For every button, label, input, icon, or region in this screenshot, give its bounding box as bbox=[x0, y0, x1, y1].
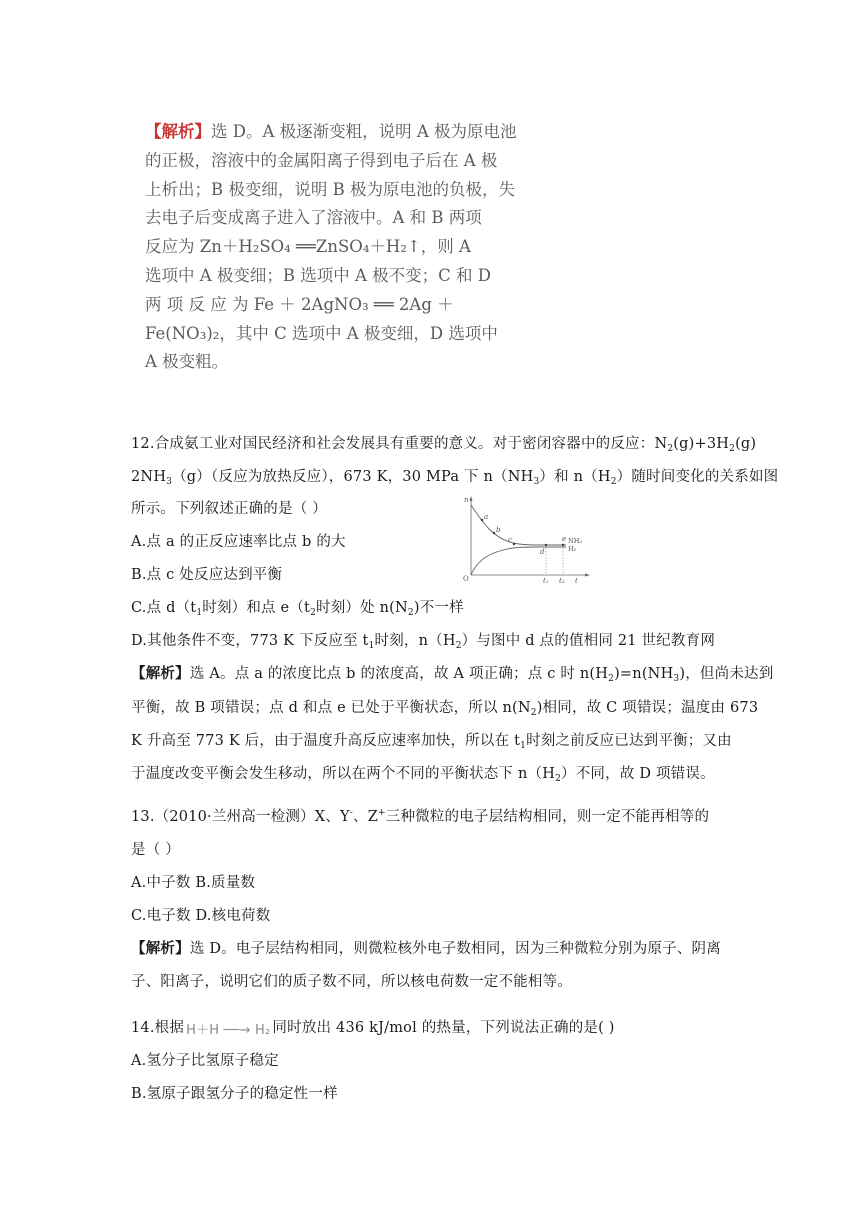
point-d: d bbox=[540, 548, 545, 556]
q12-analysis-line2: 平衡，故 B 项错误；点 d 和点 e 已处于平衡状态，所以 $n(N_2)$相同，故 C 项错误；温度由 673 bbox=[131, 700, 759, 718]
series-label-nh3: NH₃ bbox=[568, 537, 582, 545]
scanned-analysis-block bbox=[145, 118, 517, 377]
analysis-tag: 【解析】 bbox=[131, 665, 190, 682]
q13-analysis-line1: 【解析】选 D。电子层结构相同，则微粒核外电子数相同，因为三种微粒分别为原子、阴离 bbox=[131, 940, 721, 957]
scan-line: A 极变粗。 bbox=[145, 352, 229, 372]
q13-options-cd: C.电子数 D.核电荷数 bbox=[131, 908, 271, 924]
series-label-h2: H₂ bbox=[568, 545, 577, 553]
point-b: b bbox=[496, 526, 501, 534]
q14-option-b: B.氢原子跟氢分子的稳定性一样 bbox=[131, 1086, 338, 1102]
formula-image: H＋H ──→ H₂ bbox=[186, 1022, 271, 1038]
point-c: c bbox=[508, 536, 512, 544]
scan-line: 上析出；B 极变细，说明 B 极为原电池的负极，失 bbox=[145, 179, 515, 199]
q12-figure bbox=[458, 493, 590, 583]
q12-analysis-line3: K 升高至 773 K 后，由于温度升高反应速率加快，所以在 $t_1$时刻之前反应已达到平衡；又由 bbox=[131, 733, 732, 751]
q12-option-b: B.点 c 处反应达到平衡 bbox=[131, 567, 283, 583]
q12-analysis-line4: 于温度改变平衡会发生移动，所以在两个不同的平衡状态下 $n(H_2)$不同，故 D 项错误。 bbox=[131, 766, 715, 784]
scan-line: 选项中 A 极变细；B 选项中 A 极不变；C 和 D bbox=[145, 265, 492, 285]
scan-line: 去电子后变成离子进入了溶液中。A 和 B 两项 bbox=[145, 208, 482, 228]
point-a: a bbox=[484, 513, 489, 521]
q13-analysis-line2: 子、阳离子，说明它们的质子数不同，所以核电荷数一定不能相等。 bbox=[131, 974, 572, 990]
q12-analysis-line1: 【解析】选 A。点 a 的浓度比点 b 的浓度高，故 A 项正确；点 c 时 $n(H_2)=n(NH_3)$，但尚未达到 bbox=[131, 665, 774, 684]
scan-line: Fe(NO₃)₂，其中 C 选项中 A 极变细，D 选项中 bbox=[145, 323, 498, 343]
analysis-tag: 【解析】 bbox=[145, 122, 211, 141]
q12-option-a: A.点 a 的正反应速率比点 b 的大 bbox=[131, 534, 346, 550]
q12-stem-line2: $2NH_3(g)$（反应为放热反应），673 K，30 MPa 下 $n(NH_3)$和 $n(H_2)$随时间变化的关系如图 bbox=[131, 469, 779, 487]
analysis-tag: 【解析】 bbox=[131, 940, 190, 957]
q13-stem-line1: 13.（2010·兰州高一检测）X、Y-、Z+三种微粒的电子层结构相同，则一定不能再相等的 bbox=[131, 808, 710, 825]
nh3-curve bbox=[471, 505, 566, 545]
scan-line: 两 项 反 应 为 Fe ＋ 2AgNO₃ ══ 2Ag ＋ bbox=[145, 294, 454, 314]
tick-t1: t₁ bbox=[543, 577, 549, 583]
y-axis-label: n bbox=[464, 496, 469, 504]
origin-label: O bbox=[463, 575, 469, 583]
h2-curve bbox=[471, 547, 566, 575]
q12-stem-line3: 所示。下列叙述正确的是（ ） bbox=[131, 501, 327, 517]
scan-line: 的正极，溶液中的金属阳离子得到电子后在 A 极 bbox=[145, 150, 498, 170]
q14-stem: 14.根据 H＋H ──→ H₂ 同时放出 436 kJ/mol 的热量，下列说法正确的是( ) bbox=[131, 1020, 615, 1038]
q13-options-ab: A.中子数 B.质量数 bbox=[131, 875, 256, 891]
q12-stem-line1: 12.合成氨工业对国民经济和社会发展具有重要的意义。对于密闭容器中的反应：$N_2(g)+3H_2(g)$ bbox=[131, 436, 757, 454]
scan-line: 反应为 Zn＋H₂SO₄ ══ZnSO₄＋H₂↑，则 A bbox=[145, 237, 471, 257]
tick-t2: t₂ bbox=[559, 577, 565, 583]
q12-option-c: C.点 $d(t_1$时刻）和点 $e(t_2$时刻）处 $n(N_2)$不一样 bbox=[131, 600, 464, 618]
tick-t: t bbox=[575, 577, 578, 583]
q13-stem-line2: 是（ ） bbox=[131, 842, 180, 858]
scan-line: 【解析】选 D。A 极逐渐变粗，说明 A 极为原电池 bbox=[145, 122, 517, 141]
q12-option-d: D.其他条件不变，773 K 下反应至 $t_1$时刻，$n(H_2)$与图中 d 点的值相同 21 世纪教育网 bbox=[131, 633, 716, 651]
point-e: e bbox=[562, 535, 567, 543]
q14-option-a: A.氢分子比氢原子稳定 bbox=[131, 1053, 279, 1069]
